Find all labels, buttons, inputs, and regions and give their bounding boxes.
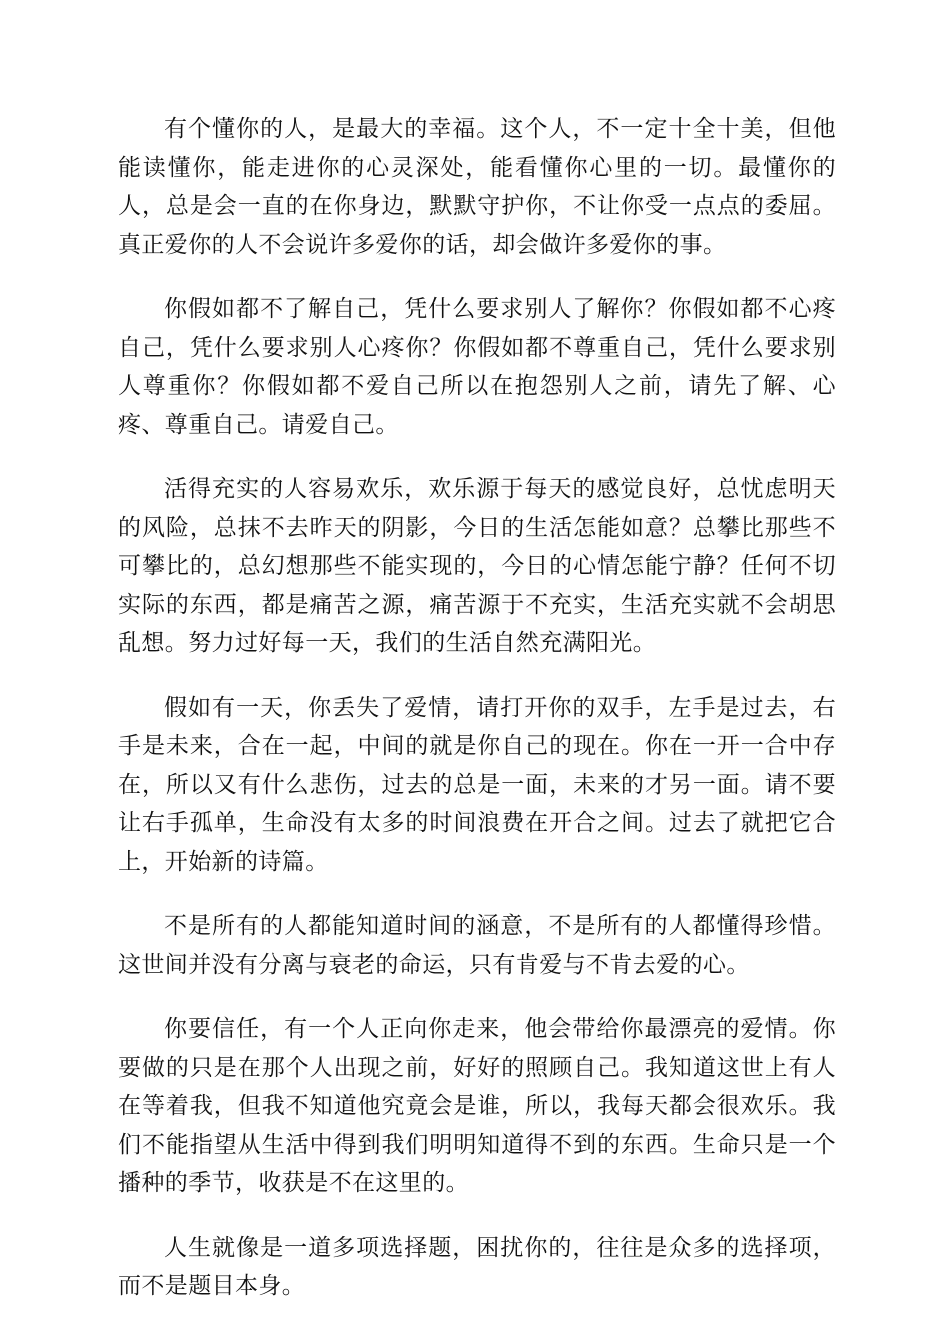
- paragraph-3: 活得充实的人容易欢乐，欢乐源于每天的感觉良好，总忧虑明天的风险，总抹不去昨天的阴影，今日的生活怎能如意？总攀比那些不可攀比的，总幻想那些不能实现的，今日的心情怎能宁静？任何不切实际的东西，都是痛苦之源，痛苦源于不充实，生活充实就不会胡思乱想。努力过好每一天，我们的生活自然充满阳光。: [118, 476, 836, 656]
- paragraph-2: 你假如都不了解自己，凭什么要求别人了解你？你假如都不心疼自己，凭什么要求别人心疼你？你假如都不尊重自己，凭什么要求别人尊重你？你假如都不爱自己所以在抱怨别人之前，请先了解、心疼、尊重自己。请爱自己。: [118, 296, 836, 438]
- paragraph-7: 人生就像是一道多项选择题，困扰你的，往往是众多的选择项，而不是题目本身。: [118, 1234, 836, 1299]
- paragraph-1: 有个懂你的人，是最大的幸福。这个人，不一定十全十美，但他能读懂你，能走进你的心灵深处，能看懂你心里的一切。最懂你的人，总是会一直的在你身边，默默守护你，不让你受一点点的委屈。真正爱你的人不会说许多爱你的话，却会做许多爱你的事。: [118, 116, 836, 258]
- paragraph-6: 你要信任，有一个人正向你走来，他会带给你最漂亮的爱情。你要做的只是在那个人出现之前，好好的照顾自己。我知道这世上有人在等着我，但我不知道他究竟会是谁，所以，我每天都会很欢乐。我们不能指望从生活中得到我们明明知道得不到的东西。生命只是一个播种的季节，收获是不在这里的。: [118, 1016, 836, 1196]
- paragraph-4: 假如有一天，你丢失了爱情，请打开你的双手，左手是过去，右手是未来，合在一起，中间的就是你自己的现在。你在一开一合中存在，所以又有什么悲伤，过去的总是一面，未来的才另一面。请不要让右手孤单，生命没有太多的时间浪费在开合之间。过去了就把它合上，开始新的诗篇。: [118, 694, 836, 875]
- paragraph-5: 不是所有的人都能知道时间的涵意，不是所有的人都懂得珍惜。这世间并没有分离与衰老的命运，只有肯爱与不肯去爱的心。: [118, 913, 836, 978]
- document-page: [118, 110, 836, 1332]
